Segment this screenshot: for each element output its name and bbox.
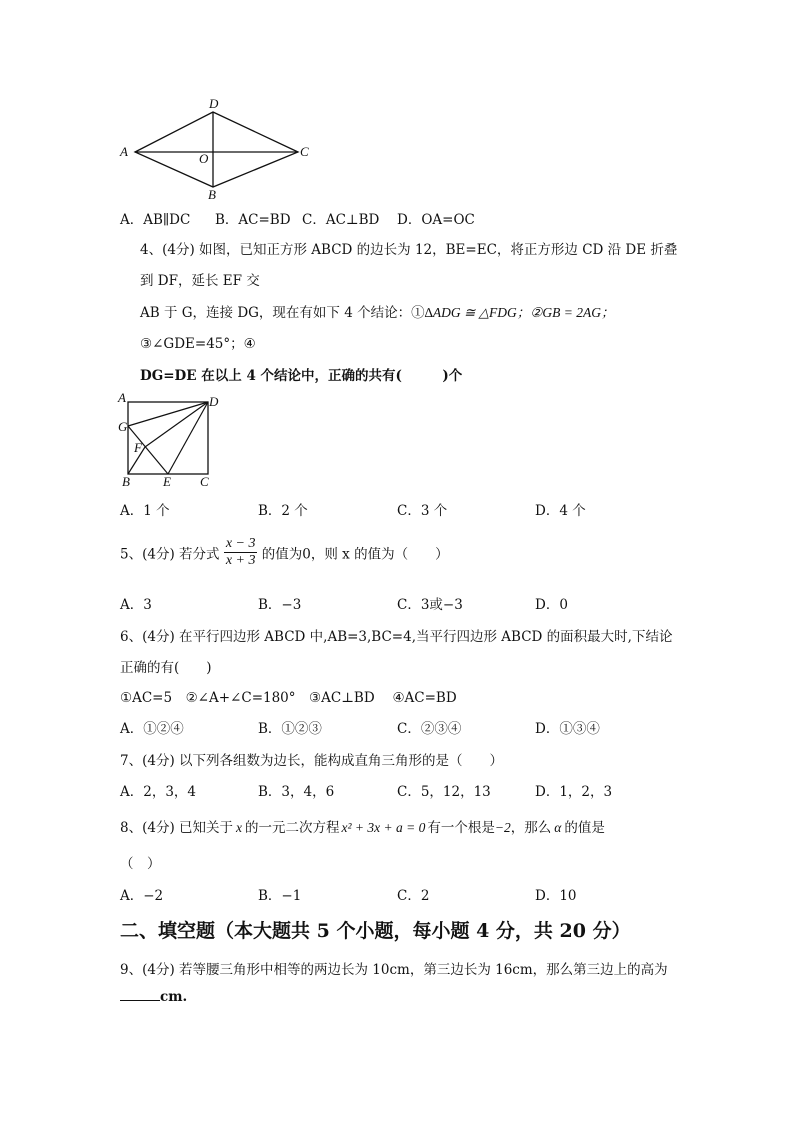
q4-line3-text: AB 于 G，连接 DG，现在有如下 4 个结论：① — [140, 305, 425, 321]
q4-text-line1: 4、(4分) 如图，已知正方形 ABCD 的边长为 12，BE=EC，将正方形边 CD 沿 DE 折叠 — [140, 242, 678, 258]
q8-text-line2: （ ） — [120, 856, 161, 872]
q6-text-line2: 正确的有( ) — [120, 660, 212, 676]
label-f: F — [134, 440, 142, 455]
q5-fraction — [224, 536, 258, 569]
label-d: D — [209, 394, 219, 409]
q7-option-c[interactable]: C．5，12，13 — [397, 784, 491, 800]
q9-text-line1: 9、(4分) 若等腰三角形中相等的两边长为 10cm，第三边长为 16cm，那么第三边上的高为 — [120, 962, 668, 978]
q3-option-c[interactable]: C．AC⊥BD — [302, 212, 380, 228]
label-e: E — [163, 474, 171, 489]
q4-line3-formula: ∆ADG ≅ △FDG；②GB = 2AG； — [424, 305, 615, 320]
q8-var-a: α — [554, 820, 562, 835]
q8-var-x: x — [236, 820, 243, 835]
q5-option-a[interactable]: A．3 — [120, 597, 152, 613]
q5-option-d[interactable]: D．0 — [535, 597, 568, 613]
q4-option-d[interactable]: D．4 个 — [535, 503, 586, 519]
label-g: G — [118, 419, 128, 434]
q4-option-b[interactable]: B．2 个 — [258, 503, 308, 519]
q3-option-a[interactable]: A．AB∥DC — [120, 212, 191, 228]
q3-option-b[interactable]: B．AC=BD — [215, 212, 291, 228]
q5-numerator: x − 3 — [225, 536, 256, 551]
q5-text — [120, 536, 449, 569]
q9-text-line2 — [120, 988, 187, 1005]
q6-text-line3: ①AC=5 ②∠A+∠C=180° ③AC⊥BD ④AC=BD — [120, 690, 457, 706]
q8-text-a: 8、(4分) 已知关于 — [120, 820, 234, 836]
q3-option-d[interactable]: D．OA=OC — [397, 212, 475, 228]
q7-option-b[interactable]: B．3，4，6 — [258, 784, 335, 800]
q4-text-line4: ③∠GDE=45°；④ — [140, 336, 256, 352]
q8-option-d[interactable]: D．10 — [535, 888, 577, 904]
q7-text-line1: 7、(4分) 以下列各组数为边长，能构成直角三角形的是（ ） — [120, 753, 504, 769]
q5-denominator: x + 3 — [225, 553, 256, 568]
label-a: A — [118, 390, 126, 405]
label-c: C — [200, 474, 209, 489]
label-b: B — [208, 187, 216, 202]
q6-option-d[interactable]: D．①③④ — [535, 721, 600, 737]
q4-text-line2: 到 DF，延长 EF 交 — [140, 273, 260, 289]
label-a: A — [120, 144, 128, 159]
q9-unit: cm. — [160, 989, 188, 1005]
q4-option-a[interactable]: A．1 个 — [120, 503, 170, 519]
q8-text-b: 的一元二次方程 — [245, 820, 340, 836]
q6-text-line1: 6、(4分) 在平行四边形 ABCD 中,AB=3,BC=4,当平行四边形 ABCD 的面积最大时,下结论 — [120, 629, 673, 645]
q8-text-c: 有一个根是 — [427, 820, 495, 836]
q6-option-b[interactable]: B．①②③ — [258, 721, 322, 737]
answer-blank[interactable] — [120, 988, 160, 1001]
q4-text-line5: DG=DE 在以上 4 个结论中，正确的共有( )个 — [140, 368, 463, 384]
q4-text-line3 — [140, 301, 615, 321]
q8-option-b[interactable]: B．−1 — [258, 888, 302, 904]
square-fold-figure — [112, 390, 222, 490]
label-o: O — [199, 151, 209, 166]
q8-text-line1 — [120, 816, 605, 836]
q7-option-d[interactable]: D．1，2，3 — [535, 784, 613, 800]
q8-text-d: ，那么 — [510, 820, 552, 836]
rhombus-figure — [115, 95, 315, 205]
q5-option-c[interactable]: C．3或−3 — [397, 597, 463, 613]
q5-suffix: 的值为0，则 x 的值为（ ） — [261, 546, 449, 563]
q8-option-c[interactable]: C．2 — [397, 888, 430, 904]
section-heading: 二、填空题（本大题共 5 个小题，每小题 4 分，共 20 分） — [120, 920, 631, 942]
q5-prefix: 5、(4分) 若分式 — [120, 546, 220, 563]
q8-text-e: 的值是 — [564, 820, 605, 836]
label-b: B — [122, 474, 130, 489]
q6-option-c[interactable]: C．②③④ — [397, 721, 462, 737]
q5-option-b[interactable]: B．−3 — [258, 597, 302, 613]
q4-option-c[interactable]: C．3 个 — [397, 503, 448, 519]
label-d: D — [209, 96, 219, 111]
q8-root: −2 — [494, 820, 511, 835]
label-c: C — [300, 144, 309, 159]
q8-equation: x² + 3x + a = 0 — [341, 820, 426, 835]
q6-option-a[interactable]: A．①②④ — [120, 721, 184, 737]
q7-option-a[interactable]: A．2，3，4 — [120, 784, 197, 800]
q8-option-a[interactable]: A．−2 — [120, 888, 164, 904]
